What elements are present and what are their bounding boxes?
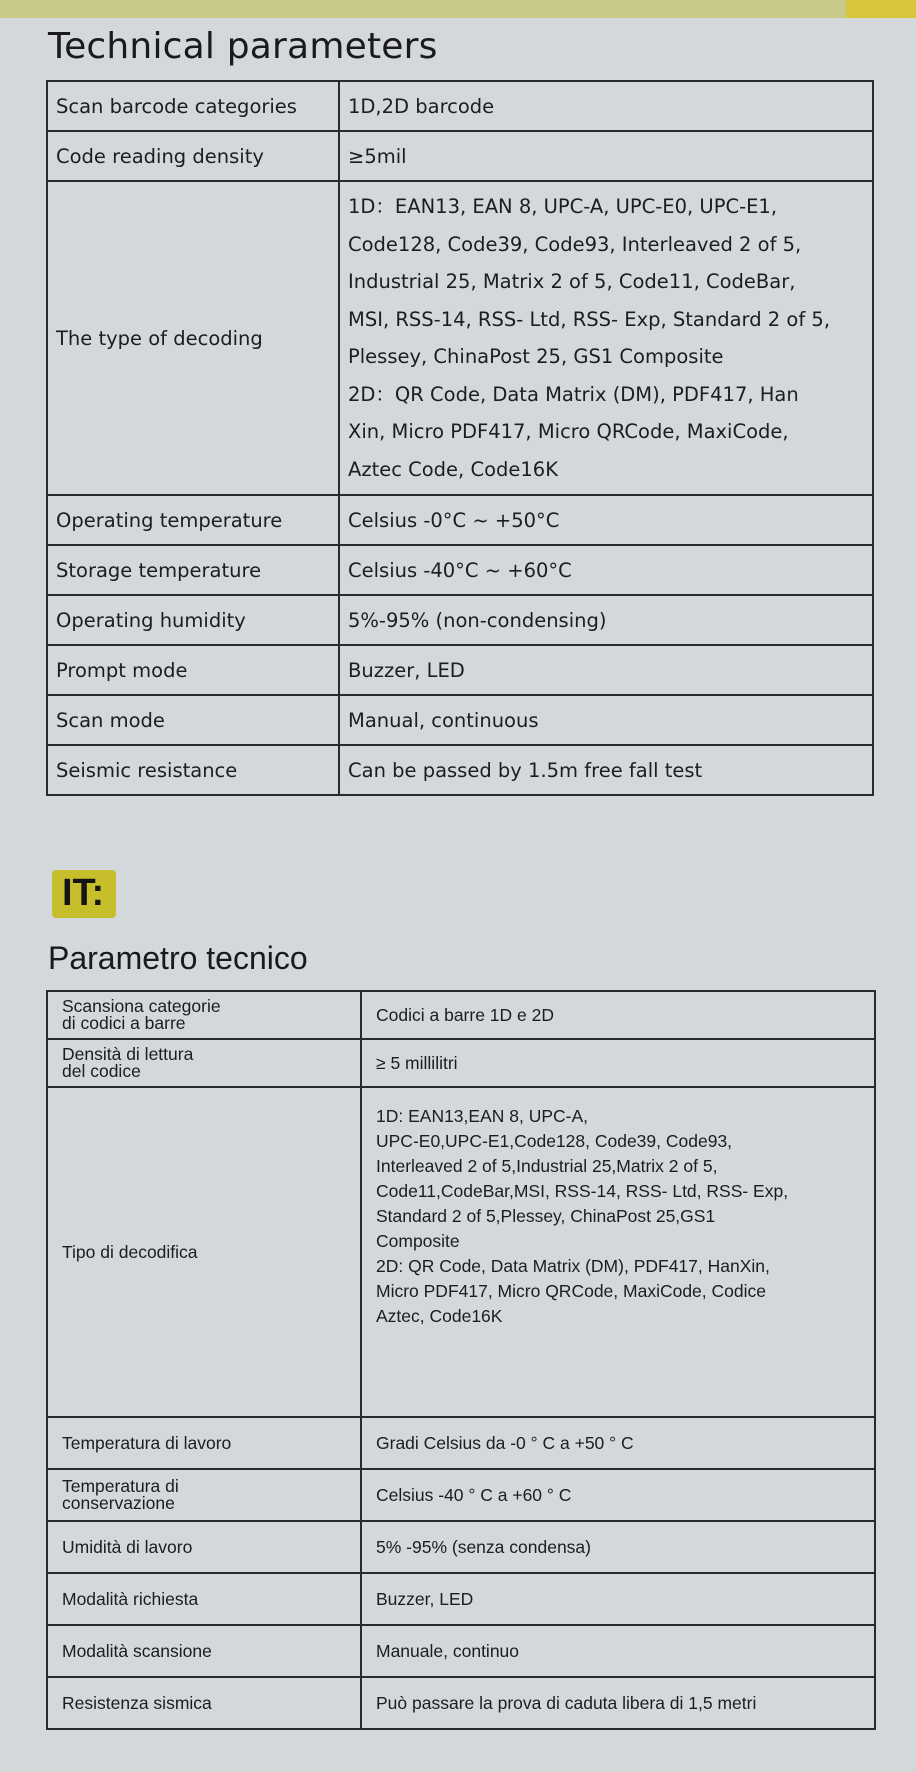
table-row [47,1087,875,1417]
param-label [47,991,361,1039]
param-value: Manuale, continuo [361,1625,875,1677]
param-value: Manual, continuous [339,695,873,745]
table-row [47,1625,875,1677]
table-row [47,1677,875,1729]
param-label: Storage temperature [47,545,339,595]
param-label: Umidità di lavoro [47,1521,361,1573]
param-label: Temperatura di lavoro [47,1417,361,1469]
table-row [47,495,873,545]
table-row [47,1417,875,1469]
table-row [47,991,875,1039]
table-row [47,181,873,495]
param-label: Seismic resistance [47,745,339,795]
param-value: 1D: EAN13,EAN 8, UPC-A, UPC-E0,UPC-E1,Code128, Code39, Code93, Interleaved 2 of 5,Industrial 25,Matrix 2 of 5, Code11,CodeBar,MSI, RSS-14, RSS- Ltd, RSS- Exp, Standard 2 of 5,Plessey, ChinaPost 25,GS1 Composite 2D: QR Code, Data Matrix (DM), PDF417, HanXin, Micro PDF417, Micro QRCode, MaxiCode, Codice Aztec, Code16K [361,1087,875,1417]
param-label: Tipo di decodifica [47,1087,361,1417]
param-value: ≥ 5 millilitri [361,1039,875,1087]
table-row [47,131,873,181]
table-row [47,545,873,595]
param-value: Celsius -0°C ~ +50°C [339,495,873,545]
param-value: Buzzer, LED [361,1573,875,1625]
param-value: 1D,2D barcode [339,81,873,131]
table-row [47,645,873,695]
param-value: Buzzer, LED [339,645,873,695]
technical-parameters-table-it [46,990,876,1730]
param-label-line: Scansiona categorie [62,996,221,1016]
language-badge-it: IT: [52,870,116,918]
table-row [47,1573,875,1625]
table-row [47,1039,875,1087]
table-row [47,595,873,645]
section-title-en: Technical parameters [48,26,438,67]
param-value: Codici a barre 1D e 2D [361,991,875,1039]
param-label-line: del codice [62,1061,141,1081]
param-value: Celsius -40 ° C a +60 ° C [361,1469,875,1521]
param-label-line: di codici a barre [62,1013,186,1033]
param-value: 5%-95% (non-condensing) [339,595,873,645]
top-edge-strip [0,0,916,18]
param-label: Code reading density [47,131,339,181]
param-label-line: conservazione [62,1493,175,1513]
param-value: Gradi Celsius da -0 ° C a +50 ° C [361,1417,875,1469]
param-value: Può passare la prova di caduta libera di 1,5 metri [361,1677,875,1729]
param-value: Can be passed by 1.5m free fall test [339,745,873,795]
param-value: Celsius -40°C ~ +60°C [339,545,873,595]
param-label: Prompt mode [47,645,339,695]
param-label [47,1039,361,1087]
param-label-line: Temperatura di [62,1476,179,1496]
param-label: Resistenza sismica [47,1677,361,1729]
table-row [47,1469,875,1521]
param-value: ≥5mil [339,131,873,181]
table-row [47,81,873,131]
param-label-line: Densità di lettura [62,1044,194,1064]
section-title-it: Parametro tecnico [48,940,308,976]
technical-parameters-table-en [46,80,874,796]
param-value: 5% -95% (senza condensa) [361,1521,875,1573]
table-row [47,1521,875,1573]
param-label: Operating temperature [47,495,339,545]
table-row [47,695,873,745]
param-label: The type of decoding [47,181,339,495]
param-label: Scan barcode categories [47,81,339,131]
param-value: 1D：EAN13, EAN 8, UPC-A, UPC-E0, UPC-E1, Code128, Code39, Code93, Interleaved 2 of 5, Industrial 25, Matrix 2 of 5, Code11, CodeBar, MSI, RSS-14, RSS- Ltd, RSS- Exp, Standard 2 of 5, Plessey, ChinaPost 25, GS1 Composite 2D：QR Code, Data Matrix (DM), PDF417, Han Xin, Micro PDF417, Micro QRCode, MaxiCode, Aztec Code, Code16K [339,181,873,495]
table-row [47,745,873,795]
param-label [47,1469,361,1521]
param-label: Modalità richiesta [47,1573,361,1625]
param-label: Modalità scansione [47,1625,361,1677]
param-label: Scan mode [47,695,339,745]
param-label: Operating humidity [47,595,339,645]
